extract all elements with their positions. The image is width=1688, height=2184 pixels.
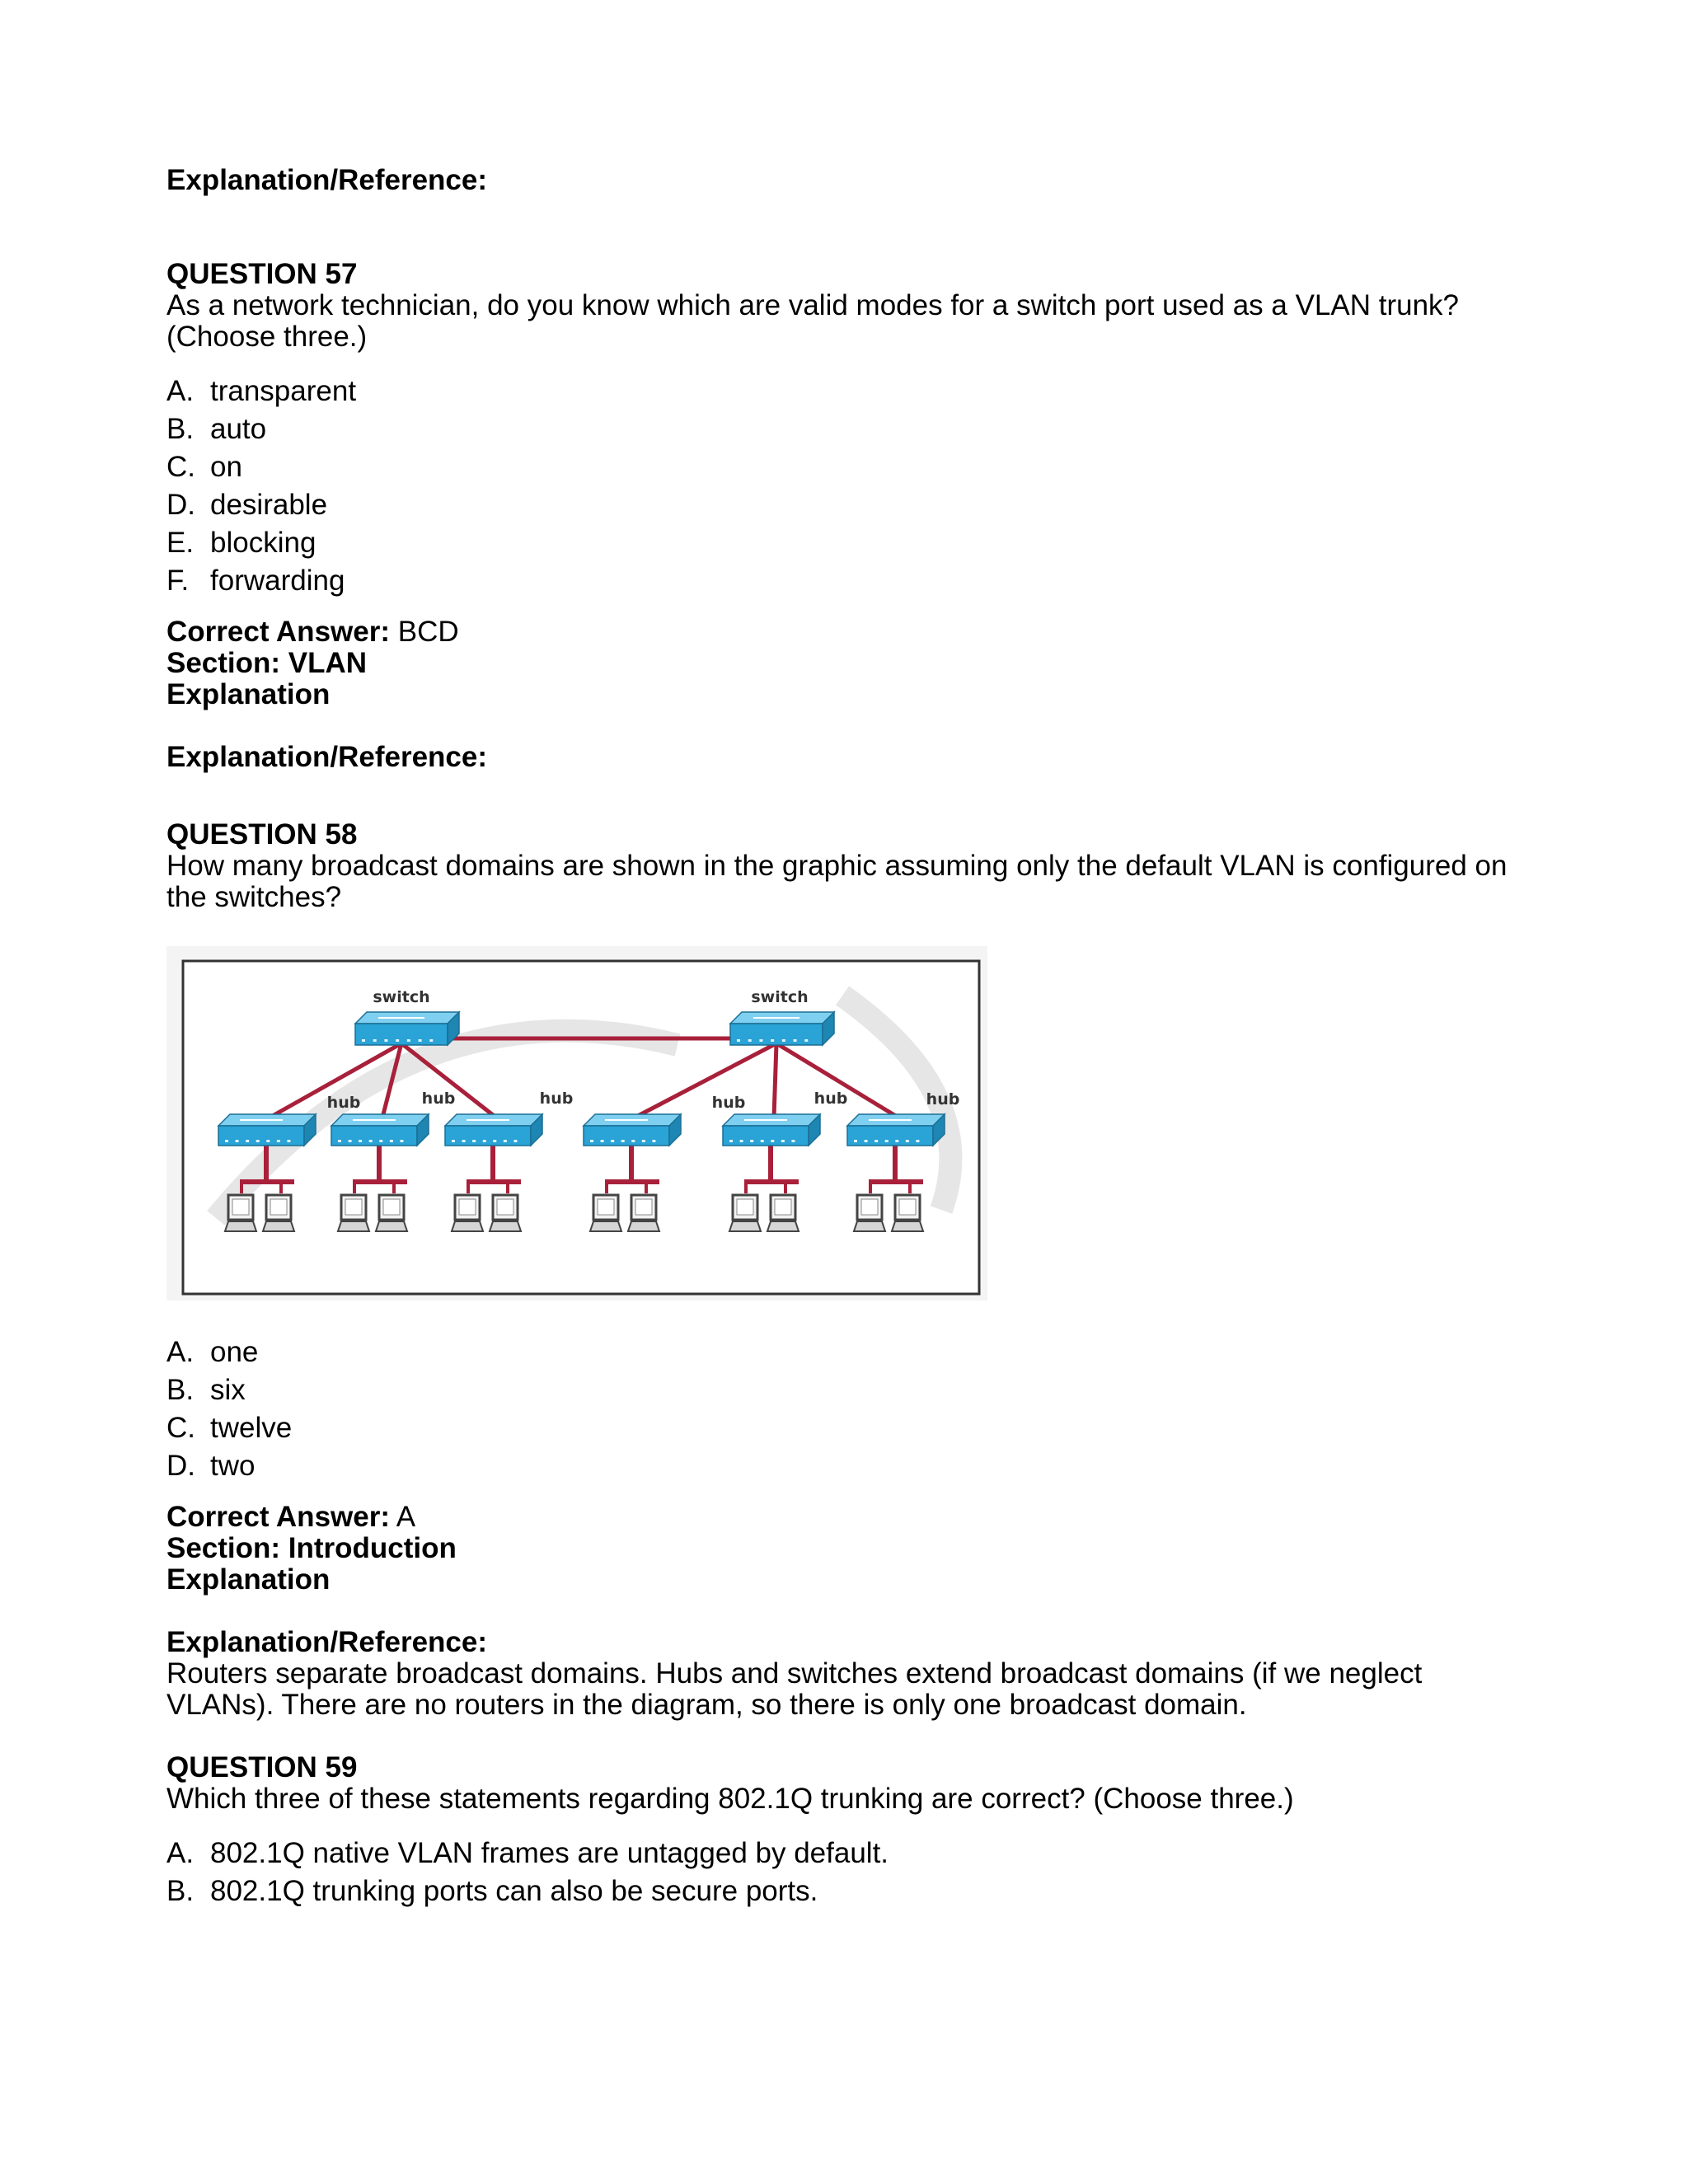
- question-59: [166, 1752, 1518, 1910]
- question-58-explanation-heading: Explanation: [166, 1563, 331, 1596]
- correct-answer-value: BCD: [390, 616, 459, 648]
- correct-answer-label: Correct Answer:: [166, 616, 390, 648]
- hub-device-port: [277, 1140, 280, 1142]
- hub-device-port: [452, 1140, 455, 1142]
- question-58-options: [166, 1333, 1518, 1485]
- pc: [854, 1195, 885, 1231]
- switch-device-port: [737, 1039, 740, 1042]
- option-item: [166, 562, 1518, 600]
- switch-hub-link: [774, 1043, 776, 1118]
- pc-keyboard: [590, 1221, 621, 1231]
- question-59-title: QUESTION 59: [166, 1751, 358, 1783]
- hub-label: hub: [421, 1090, 456, 1108]
- question-58: [166, 819, 1518, 1721]
- switch-device-port: [748, 1039, 752, 1042]
- hub-device-port: [390, 1140, 393, 1142]
- hub-device-port: [865, 1140, 868, 1142]
- pc-keyboard: [767, 1221, 799, 1231]
- question-58-text: How many broadcast domains are shown in the graphic assuming only the default VLAN is configured on the switches?: [166, 850, 1507, 913]
- option-letter: D.: [166, 489, 195, 521]
- option-text: one: [210, 1336, 259, 1368]
- switch-device: [730, 1012, 834, 1045]
- hub-device-port: [246, 1140, 249, 1142]
- hub-device-port: [266, 1140, 270, 1142]
- pc-screen: [345, 1199, 362, 1215]
- pc-keyboard: [729, 1221, 761, 1231]
- question-59-options: [166, 1835, 1518, 1910]
- network-diagram-svg: [166, 946, 987, 1301]
- hub-device-front: [847, 1126, 933, 1146]
- pc-keyboard: [490, 1221, 521, 1231]
- switch-device-port: [429, 1039, 433, 1042]
- hub-device-front: [218, 1126, 304, 1146]
- option-text: desirable: [210, 489, 328, 521]
- hub-device-port: [590, 1140, 593, 1142]
- pc-screen: [497, 1199, 513, 1215]
- switch-label: switch: [373, 988, 430, 1006]
- option-item: [166, 448, 1518, 486]
- pc: [376, 1195, 407, 1231]
- pc-keyboard: [892, 1221, 923, 1231]
- switch-device-port: [782, 1039, 785, 1042]
- pc-screen: [737, 1199, 753, 1215]
- hub-device-front: [445, 1126, 531, 1146]
- hub-device-port: [761, 1140, 764, 1142]
- hub-device-port: [225, 1140, 228, 1142]
- option-item: [166, 1333, 1518, 1371]
- switch-device-port: [794, 1039, 797, 1042]
- hub-device-port: [256, 1140, 260, 1142]
- hub-device-port: [462, 1140, 466, 1142]
- option-text: 802.1Q native VLAN frames are untagged by default.: [210, 1837, 889, 1869]
- hub-label: hub: [326, 1094, 361, 1112]
- pc-screen: [598, 1199, 614, 1215]
- switch-device-port: [396, 1039, 399, 1042]
- hub-device-port: [895, 1140, 898, 1142]
- option-letter: A.: [166, 1336, 195, 1368]
- question-57-title: QUESTION 57: [166, 258, 358, 290]
- hub-label: hub: [926, 1090, 960, 1108]
- hub-device: [331, 1114, 429, 1146]
- option-letter: B.: [166, 413, 195, 445]
- question-58-title: QUESTION 58: [166, 818, 358, 851]
- question-57: [166, 259, 1518, 773]
- option-letter: C.: [166, 451, 195, 483]
- option-item: [166, 1872, 1518, 1910]
- pc-screen: [270, 1199, 287, 1215]
- hub-device-port: [493, 1140, 496, 1142]
- question-57-text: As a network technician, do you know which are valid modes for a switch port used as a VLAN trunk? (Choose three.): [166, 289, 1460, 353]
- hub-device: [584, 1114, 681, 1146]
- hub-device-port: [287, 1140, 290, 1142]
- pc-keyboard: [338, 1221, 369, 1231]
- option-letter: E.: [166, 527, 195, 559]
- hub-device-front: [723, 1126, 809, 1146]
- pc: [729, 1195, 761, 1231]
- pc-keyboard: [854, 1221, 885, 1231]
- switch-device-front: [730, 1024, 823, 1045]
- question-58-section: Section: Introduction: [166, 1532, 457, 1564]
- switch-label: switch: [751, 988, 809, 1006]
- pc: [892, 1195, 923, 1231]
- hub-device-front: [584, 1126, 669, 1146]
- option-letter: C.: [166, 1412, 195, 1444]
- hub-device-port: [379, 1140, 382, 1142]
- option-text: two: [210, 1450, 256, 1482]
- option-letter: D.: [166, 1450, 195, 1482]
- hub-device-port: [771, 1140, 774, 1142]
- pc-screen: [775, 1199, 791, 1215]
- hub-device-port: [349, 1140, 352, 1142]
- question-57-explanation-reference-heading: Explanation/Reference:: [166, 741, 487, 773]
- pc-keyboard: [376, 1221, 407, 1231]
- pc-screen: [383, 1199, 400, 1215]
- pc: [490, 1195, 521, 1231]
- hub-label: hub: [814, 1090, 848, 1108]
- switch-device-port: [384, 1039, 387, 1042]
- question-58-explanation-text: Routers separate broadcast domains. Hubs and switches extend broadcast domains (if we neglect VLANs). There are no routers in the diagram, so there is only one broadcast domain.: [166, 1657, 1423, 1721]
- hub-device-port: [483, 1140, 486, 1142]
- hub-label: hub: [539, 1090, 574, 1108]
- hub-device-port: [359, 1140, 362, 1142]
- network-diagram: [166, 946, 987, 1301]
- option-letter: A.: [166, 1837, 195, 1869]
- switch-device-port: [759, 1039, 762, 1042]
- switch-device-port: [373, 1039, 377, 1042]
- option-item: [166, 1409, 1518, 1447]
- hub-device-port: [750, 1140, 753, 1142]
- option-letter: B.: [166, 1875, 195, 1907]
- option-item: [166, 1371, 1518, 1409]
- hub-label: hub: [711, 1094, 746, 1112]
- pc-keyboard: [263, 1221, 294, 1231]
- switch-device-port: [804, 1039, 808, 1042]
- pc: [767, 1195, 799, 1231]
- hub-device-port: [369, 1140, 373, 1142]
- pc-keyboard: [452, 1221, 483, 1231]
- hub-device: [723, 1114, 820, 1146]
- pc: [590, 1195, 621, 1231]
- switch-device-port: [771, 1039, 774, 1042]
- hub-device-port: [621, 1140, 625, 1142]
- pc: [628, 1195, 659, 1231]
- option-text: twelve: [210, 1412, 293, 1444]
- hub-device-port: [906, 1140, 909, 1142]
- option-item: [166, 373, 1518, 410]
- hub-device-port: [781, 1140, 785, 1142]
- correct-answer-label: Correct Answer:: [166, 1501, 390, 1533]
- hub-device-port: [885, 1140, 889, 1142]
- pc: [452, 1195, 483, 1231]
- hub-device: [218, 1114, 316, 1146]
- option-letter: F.: [166, 565, 190, 597]
- hub-device-port: [631, 1140, 635, 1142]
- hub-device-port: [791, 1140, 795, 1142]
- option-text: transparent: [210, 375, 357, 407]
- option-letter: B.: [166, 1374, 195, 1406]
- option-text: blocking: [210, 527, 316, 559]
- hub-device-port: [916, 1140, 919, 1142]
- option-text: on: [210, 451, 242, 483]
- pc: [263, 1195, 294, 1231]
- option-text: six: [210, 1374, 246, 1406]
- q56-explanation-reference-heading: Explanation/Reference:: [166, 164, 487, 196]
- switch-device-front: [355, 1024, 448, 1045]
- hub-device-port: [338, 1140, 341, 1142]
- question-57-options: [166, 373, 1518, 600]
- hub-device-port: [729, 1140, 733, 1142]
- question-57-explanation-heading: Explanation: [166, 678, 331, 710]
- pc: [225, 1195, 256, 1231]
- document-page: [166, 165, 1518, 1910]
- pc-keyboard: [628, 1221, 659, 1231]
- pc: [338, 1195, 369, 1231]
- option-item: [166, 1835, 1518, 1872]
- hub-device-port: [236, 1140, 239, 1142]
- pc-keyboard: [225, 1221, 256, 1231]
- pc-screen: [635, 1199, 652, 1215]
- question-58-explanation-reference-heading: Explanation/Reference:: [166, 1626, 487, 1658]
- question-58-correct-answer: [166, 1502, 1518, 1533]
- question-57-correct-answer: [166, 616, 1518, 648]
- hub-device-front: [331, 1126, 417, 1146]
- switch-device: [355, 1012, 459, 1045]
- hub-device-port: [601, 1140, 604, 1142]
- correct-answer-value: A: [390, 1501, 416, 1533]
- option-text: auto: [210, 413, 267, 445]
- pc-screen: [861, 1199, 878, 1215]
- option-text: 802.1Q trunking ports can also be secure ports.: [210, 1875, 818, 1907]
- hub-device: [847, 1114, 945, 1146]
- hub-device-port: [472, 1140, 476, 1142]
- hub-device-port: [400, 1140, 403, 1142]
- hub-device-port: [611, 1140, 614, 1142]
- switch-device-port: [419, 1039, 422, 1042]
- option-item: [166, 1447, 1518, 1485]
- hub-device-port: [652, 1140, 655, 1142]
- switch-device-port: [407, 1039, 410, 1042]
- option-letter: A.: [166, 375, 195, 407]
- hub-device: [445, 1114, 542, 1146]
- question-59-text: Which three of these statements regarding 802.1Q trunking are correct? (Choose three.): [166, 1783, 1294, 1815]
- hub-device-port: [740, 1140, 743, 1142]
- option-item: [166, 410, 1518, 448]
- hub-device-port: [642, 1140, 645, 1142]
- pc-screen: [232, 1199, 249, 1215]
- hub-device-port: [874, 1140, 878, 1142]
- hub-device-port: [504, 1140, 507, 1142]
- option-text: forwarding: [210, 565, 345, 597]
- hub-device-port: [854, 1140, 857, 1142]
- switch-device-port: [362, 1039, 365, 1042]
- pc-screen: [459, 1199, 476, 1215]
- hub-device-port: [513, 1140, 517, 1142]
- option-item: [166, 486, 1518, 524]
- option-item: [166, 524, 1518, 562]
- pc-screen: [899, 1199, 916, 1215]
- question-57-section: Section: VLAN: [166, 647, 368, 679]
